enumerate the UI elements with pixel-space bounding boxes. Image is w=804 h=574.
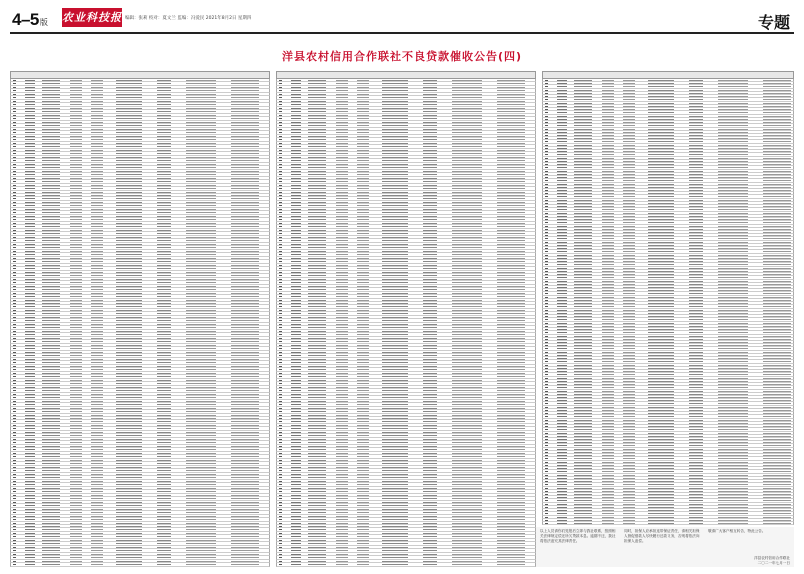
page-title: [0, 45, 804, 64]
table-row: [542, 522, 794, 525]
table-header-row: [276, 71, 536, 79]
page-number-suffix: 版: [39, 18, 48, 27]
page-header: [0, 0, 804, 40]
table-row: [10, 563, 270, 566]
notice-date: 二〇二一年七月一日: [757, 561, 790, 565]
table-header-row: [10, 71, 270, 79]
notice-paragraph-1: 以上人员请你们见报后立即与我社联系，按照相关法律规定偿还所欠贷款本息。逾期不还，我社将依法追究其法律责任。: [540, 529, 616, 543]
header-rule: [10, 32, 794, 34]
loan-table-column-1: [10, 71, 270, 567]
page-number: [12, 10, 47, 30]
notice-signer: 洋县农村信用合作联社: [754, 556, 790, 560]
loan-table-column-2: [276, 71, 536, 567]
table-header-row: [542, 71, 794, 79]
masthead-logo: 农业科技报: [62, 8, 122, 27]
table-row: [276, 563, 536, 566]
editor-info: 编辑：张莉 校对：夏文兰 监编：冯爱民 2021年8月2日 星期四: [125, 16, 252, 21]
loan-table-column-3: [542, 71, 794, 525]
page-title-main: 洋县农村信用合作联社不良贷款催收公告: [281, 50, 498, 63]
page-number-value: 4–5: [12, 10, 39, 29]
page-title-suffix: (四): [497, 50, 523, 63]
notice-paragraph-2: 同时，担保人应承担连带保证责任，请相关担保人督促借款人尽快履行还款义务，否则将依法向担保人追偿。: [624, 529, 700, 543]
notice-signature: [736, 556, 790, 566]
section-label: 专题: [757, 13, 790, 32]
notice-paragraph-3: 敬请广大客户相互转告，特此公告。: [708, 529, 766, 533]
